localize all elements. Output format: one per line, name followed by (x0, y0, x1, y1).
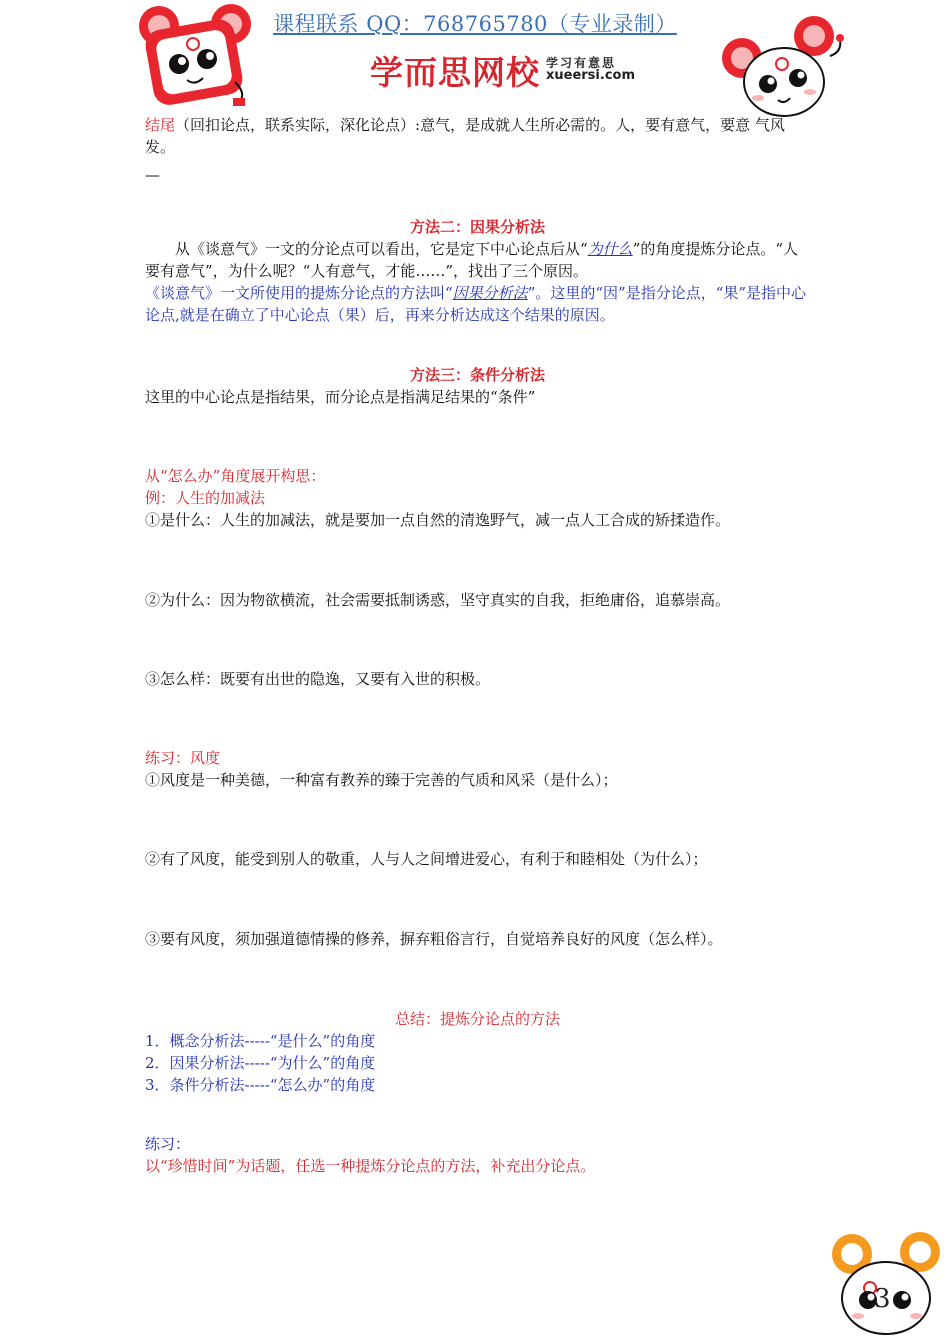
summary-item: 1．概念分析法-----“是什么”的角度 (145, 1032, 376, 1050)
ending-label: 结尾 (145, 116, 176, 134)
method2-p1-text-a: 从《谈意气》一文的分论点可以看出，它是定下中心论点后从“ (175, 240, 588, 258)
method2-p2-text-a: 《谈意气》一文所使用的提炼分论点的方法叫“ (145, 284, 453, 302)
practice1-title: 练习：风度 (145, 749, 221, 767)
practice2-title: 练习： (145, 1135, 191, 1153)
summary-item: 3．条件分析法-----“怎么办”的角度 (145, 1076, 376, 1094)
summary-item: 2．因果分析法-----“为什么”的角度 (145, 1054, 376, 1072)
practice1-item-1: ①风度是一种美德，一种富有教养的臻于完善的气质和风采（是什么）； (145, 771, 618, 789)
brand-slogan: 学习有意思 (546, 55, 617, 70)
brand-domain: xueersi.com (546, 68, 636, 84)
example-item-3: ③怎么样：既要有出世的隐逸，又要有入世的积极。 (145, 670, 491, 688)
header-contact (0, 8, 950, 38)
example-item-1: ①是什么：人生的加减法，就是要加一点自然的清逸野气，减一点人工合成的矫揉造作。 (145, 511, 731, 529)
method2-paragraph-2 (145, 282, 810, 326)
example-title: 例：人生的加减法 (145, 489, 266, 507)
brand-name: 学而思网校 (370, 52, 540, 92)
method3-paragraph: 这里的中心论点是指结果，而分论点是指满足结果的“条件” (145, 388, 536, 406)
contact-text: 课程联系 QQ：768765780（专业录制） (273, 12, 677, 36)
summary-title: 总结：提炼分论点的方法 (394, 1010, 560, 1028)
howto-title: 从“怎么办”角度展开构思： (145, 467, 326, 485)
page-number: 3 (874, 1284, 891, 1314)
example-item-2: ②为什么：因为物欲横流，社会需要抵制诱惑，坚守真实的自我，拒绝庸俗，追慕崇高。 (145, 591, 731, 609)
method2-p2-emphasis: 因果分析法 (452, 284, 528, 302)
practice1-item-3: ③要有风度，须加强道德情操的修养，摒弃粗俗言行，自觉培养良好的风度（怎么样）。 (145, 930, 723, 948)
brand-side (546, 57, 635, 83)
method2-p1-text-b: ”的角度提炼分论点。“人要有意气”，为什么呢？“人有意气，才能……”，找出了三个原因。 (145, 240, 799, 280)
brand-logo (370, 48, 635, 92)
method2-p1-emphasis: 为什么 (587, 240, 633, 258)
dash-line: — (145, 166, 160, 184)
practice1-item-2: ②有了风度，能受到别人的敬重，人与人之间增进爱心，有利于和睦相处（为什么）； (145, 850, 708, 868)
method3-title: 方法三：条件分析法 (409, 366, 545, 384)
practice2-text: 以“珍惜时间”为话题，任选一种提炼分论点的方法，补充出分论点。 (145, 1157, 596, 1175)
method2-p2-text-b: ”。这里的“因”是指分论点，“果”是指中心论点,就是在确立了中心论点（果）后，再来分析达成这个结果的原因。 (145, 284, 807, 324)
ending-paragraph (145, 114, 810, 158)
method2-title: 方法二：因果分析法 (409, 218, 545, 236)
mascot-corner-icon (828, 1226, 948, 1338)
ending-text: （回扣论点，联系实际，深化论点）:意气，是成就人生所必需的。人，要有意气，要意 气风发。 (145, 116, 785, 156)
method2-paragraph-1 (145, 238, 810, 282)
